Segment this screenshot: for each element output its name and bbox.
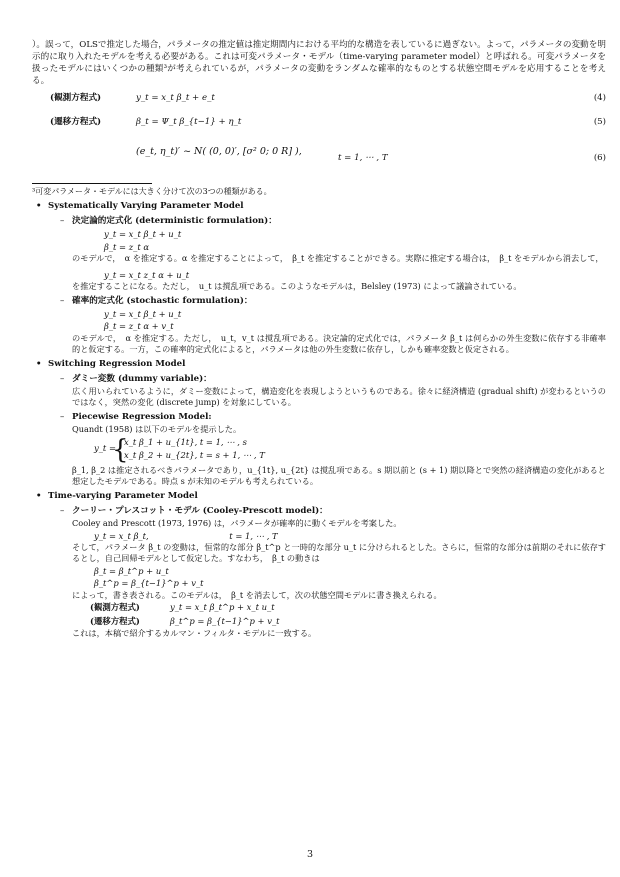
cp-heading: – クーリー・プレスコット・モデル (Cooley-Prescott model)： (60, 506, 328, 517)
pw-case-2: x_t β_2 + u_{2t}, t = s + 1, ⋯ , T (124, 449, 265, 460)
dist-range: t = 1, ⋯ , T (338, 153, 388, 164)
cp-eq1-expr: y_t = x_t β_t, (94, 530, 149, 541)
svp-title: Systematically Varying Parameter Model (48, 201, 244, 212)
svp-heading: • Systematically Varying Parameter Model (36, 201, 244, 212)
trans-label: (遷移方程式) (50, 117, 102, 128)
cp-equation-3: β_t^p = β_{t−1}^p + v_t (94, 578, 204, 589)
det-text-2: を推定することになる。ただし， u_t は撹乱項である。このようなモデルは，Belsley (1973) によって議論されている。 (72, 281, 522, 292)
footnote-text: ³可変パラメータ・モデルには大きく分けて次の3つの種類がある。 (32, 187, 272, 197)
tvp-title: Time-varying Parameter Model (48, 491, 198, 502)
cp-text-1: Cooley and Prescott (1973, 1976) は，パラメータが確率的に動くモデルを考案した。 (72, 518, 402, 529)
det-heading: – 決定論的定式化 (deterministic formulation)： (60, 216, 277, 227)
dist-expression: (e_t, η_t)′ ~ N( (0, 0)′, [σ² 0; 0 R] ), (136, 146, 302, 158)
observation-equation (32, 93, 606, 111)
cp-equation-2: β_t = β_t^p + u_t (94, 565, 169, 576)
ss-trans-label: (遷移方程式) (90, 615, 140, 626)
page-number: 3 (306, 849, 314, 860)
ss-obs-expr: y_t = x_t β_t^p + x_t u_t (170, 602, 275, 613)
ss-transition (90, 615, 606, 628)
sto-equation-2: β_t = z_t α + v_t (104, 321, 174, 332)
transition-equation (32, 117, 606, 135)
cp-equation-1 (94, 530, 606, 543)
piecewise-equation (94, 435, 606, 465)
det-title: 決定論的定式化 (deterministic formulation)： (72, 216, 277, 227)
dummy-title: ダミー変数 (dummy variable)： (72, 374, 212, 385)
pw-case-1: x_t β_1 + u_{1t}, t = 1, ⋯ , s (124, 436, 247, 447)
det-text-1: のモデルで， α を推定する。α を推定することによって， β_t を推定することができる。実際に推定する場合は， β_t をモデルから消去して， (72, 253, 604, 264)
srm-heading: • Switching Regression Model (36, 359, 186, 370)
obs-label: (観測方程式) (50, 93, 102, 104)
ss-obs-label: (観測方程式) (90, 602, 140, 613)
left-brace-glyph: { (112, 434, 129, 465)
footnote-rule (32, 183, 152, 184)
pw-lhs: y_t = (94, 442, 116, 453)
ss-observation (90, 601, 606, 614)
dist-number: (6) (593, 153, 606, 164)
dummy-heading: – ダミー変数 (dummy variable)： (60, 374, 212, 385)
det-equation-3: y_t = x_t z_t α + u_t (104, 269, 190, 280)
pw-text-1: Quandt (1958) は以下のモデルを提示した。 (72, 423, 242, 434)
trans-number: (5) (593, 117, 606, 128)
pw-heading: – Piecewise Regression Model: (60, 411, 212, 422)
sto-text: のモデルで， α を推定する。ただし， u_t，v_t は撹乱項である。決定論的定式化では，パラメータ β_t は何らかの外生変数に依存する非確率的と仮定する。一方，この確率的定式化によると，パラメータは他の外生変数に依存し，しかも確率変数と仮定される。 (72, 332, 606, 355)
pw-text-2: β_1, β_2 は推定されるべきパラメータであり，u_{1t}, u_{2t} は撹乱項である。s 期以前と (s + 1) 期以降とで突然の経済構造の変化があると想定したモデルである。時点 s が未知のモデルも考えられている。 (72, 464, 606, 487)
sto-title: 確率的定式化 (stochastic formulation)： (72, 295, 253, 306)
pw-title: Piecewise Regression Model: (72, 411, 212, 422)
trans-expression: β_t = Ψ_t β_{t−1} + η_t (136, 117, 242, 128)
dummy-text: 広く用いられているように，ダミー変数によって，構造変化を表現しようというものである。徐々に経済構造 (gradual shift) が変わるというのではなく，突然の変化 (discrete jump) を対象にしている。 (72, 386, 606, 408)
cp-text-3: によって，書き表される。このモデルは， β_t を消去して，次の状態空間モデルに書き換えられる。 (72, 589, 442, 600)
srm-title: Switching Regression Model (48, 359, 186, 370)
obs-number: (4) (593, 93, 606, 104)
cp-text-4: これは，本稿で紹介するカルマン・フィルタ・モデルに一致する。 (72, 628, 317, 639)
ss-trans-expr: β_t^p = β_{t−1}^p + v_t (170, 615, 280, 626)
page-body (32, 40, 606, 639)
det-equation-2: β_t = z_t α (104, 241, 150, 252)
cp-text-2: そして，パラメータ β_t の変動は，恒常的な部分 β_t^p と一時的な部分 u_t に分けられるとした。さらに，恒常的な部分は前期のそれに依存するとし，自己回帰モデルとして仮定した。すなわち， β_t の動きは (72, 542, 606, 564)
intro-paragraph: ）。誤って，OLSで推定した場合，パラメータの推定値は推定期間内における平均的な構造を表しているに過ぎない。よって，パラメータの変動を明示的に取り入れたモデルを考える必要がある。これは可変パラメータ・モデル（time-varying parameter model）と呼ばれる。可変パラメータを扱ったモデルにはいくつかの種類³が考えられているが，パラメータの変動をランダムな確率的なものとする状態空間モデルを応用することを考える。 (32, 40, 606, 86)
cp-eq1-range: t = 1, ⋯ , T (229, 530, 278, 541)
obs-expression: y_t = x_t β_t + e_t (136, 93, 215, 104)
tvp-heading: • Time-varying Parameter Model (36, 491, 198, 502)
sto-heading: – 確率的定式化 (stochastic formulation)： (60, 295, 253, 306)
distribution-equation (32, 141, 606, 177)
cp-title: クーリー・プレスコット・モデル (Cooley-Prescott model)： (72, 506, 328, 517)
det-equation-1: y_t = x_t β_t + u_t (104, 229, 182, 240)
sto-equation-1: y_t = x_t β_t + u_t (104, 308, 182, 319)
